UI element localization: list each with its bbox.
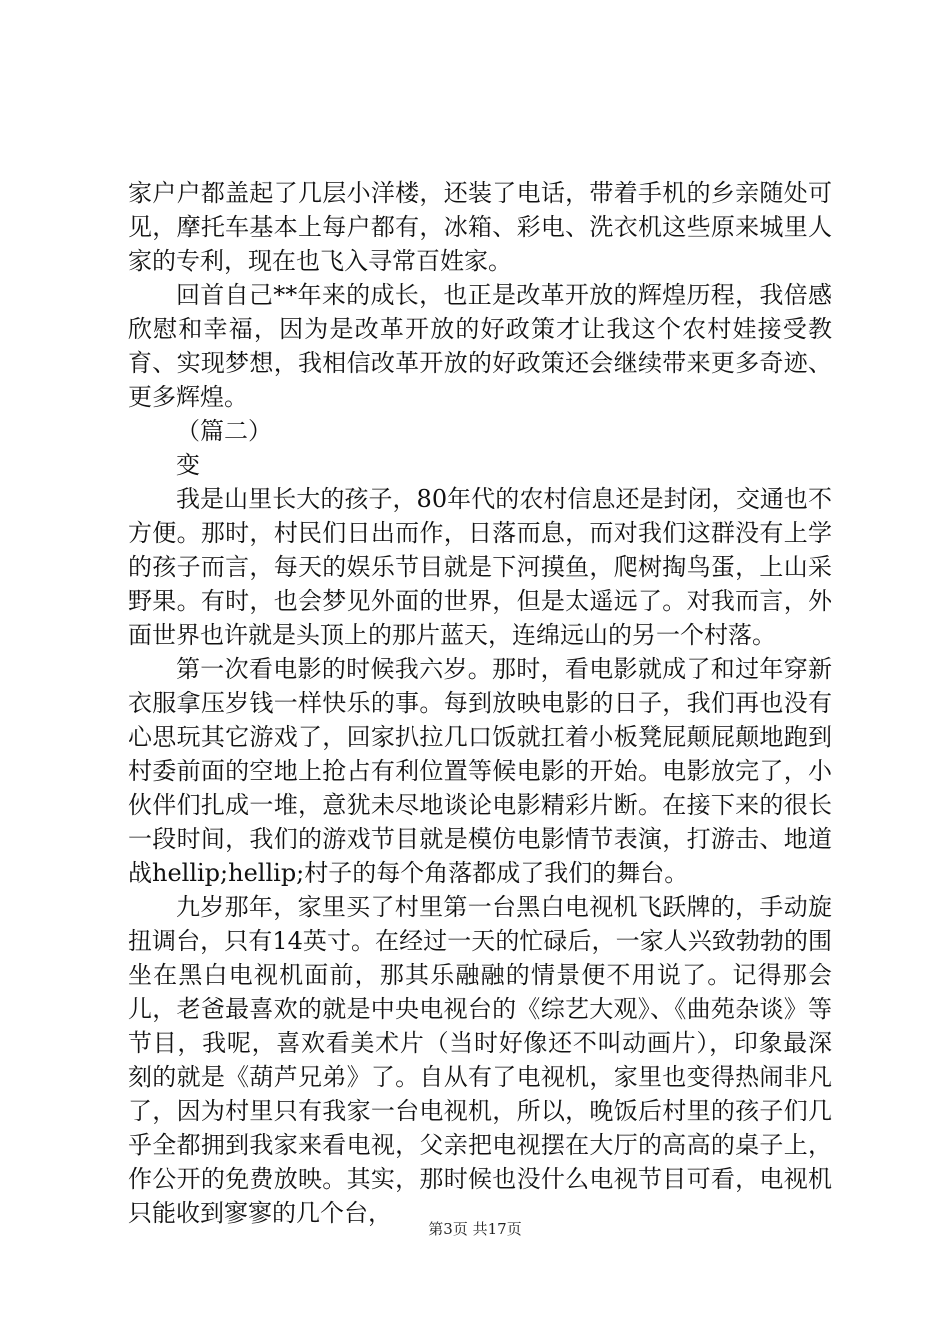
page-number-footer: 第3页 共17页	[428, 1220, 522, 1238]
paragraph-6: 第一次看电影的时候我六岁。那时，看电影就成了和过年穿新衣服拿压岁钱一样快乐的事。每到放映电影的日子，我们再也没有心思玩其它游戏了，回家扒拉几口饭就扛着小板凳屁颠屁颠地跑到村委前面的空地上抢占有利位置等候电影的开始。电影放完了，小伙伴们扎成一堆，意犹未尽地谈论电影精彩片断。在接下来的很长一段时间，我们的游戏节目就是模仿电影情节表演，打游击、地道战hellip;hellip;村子的每个角落都成了我们的舞台。	[128, 655, 832, 887]
paragraph-7: 九岁那年，家里买了村里第一台黑白电视机飞跃牌的，手动旋扭调台，只有14英寸。在经过一天的忙碌后，一家人兴致勃勃的围坐在黑白电视机面前，那其乐融融的情景便不用说了。记得那会儿，老爸最喜欢的就是中央电视台的《综艺大观》、《曲苑杂谈》等节目，我呢，喜欢看美术片（当时好像还不叫动画片），印象最深刻的就是《葫芦兄弟》了。自从有了电视机，家里也变得热闹非凡了，因为村里只有我家一台电视机，所以，晚饭后村里的孩子们几乎全都拥到我家来看电视，父亲把电视摆在大厅的高高的桌子上，作公开的免费放映。其实，那时候也没什么电视节目可看，电视机只能收到寥寥的几个台，	[128, 893, 832, 1227]
paragraph-2: 回首自己**年来的成长，也正是改革开放的辉煌历程，我倍感欣慰和幸福，因为是改革开放的好政策才让我这个农村娃接受教育、实现梦想，我相信改革开放的好政策还会继续带来更多奇迹、更多辉煌。	[128, 281, 832, 411]
section-title: 变	[176, 451, 200, 479]
paragraph-5: 我是山里长大的孩子，80年代的农村信息还是封闭，交通也不方便。那时，村民们日出而作，日落而息，而对我们这群没有上学的孩子而言，每天的娱乐节目就是下河摸鱼，爬树掏鸟蛋，上山采野果。有时，也会梦见外面的世界，但是太遥远了。对我而言，外面世界也许就是头顶上的那片蓝天，连绵远山的另一个村落。	[128, 485, 832, 649]
paragraph-1: 家户户都盖起了几层小洋楼，还装了电话，带着手机的乡亲随处可见，摩托车基本上每户都有，冰箱、彩电、洗衣机这些原来城里人家的专利，现在也飞入寻常百姓家。	[128, 179, 832, 275]
section-label: （篇二）	[176, 417, 272, 445]
document-body	[128, 176, 832, 1230]
